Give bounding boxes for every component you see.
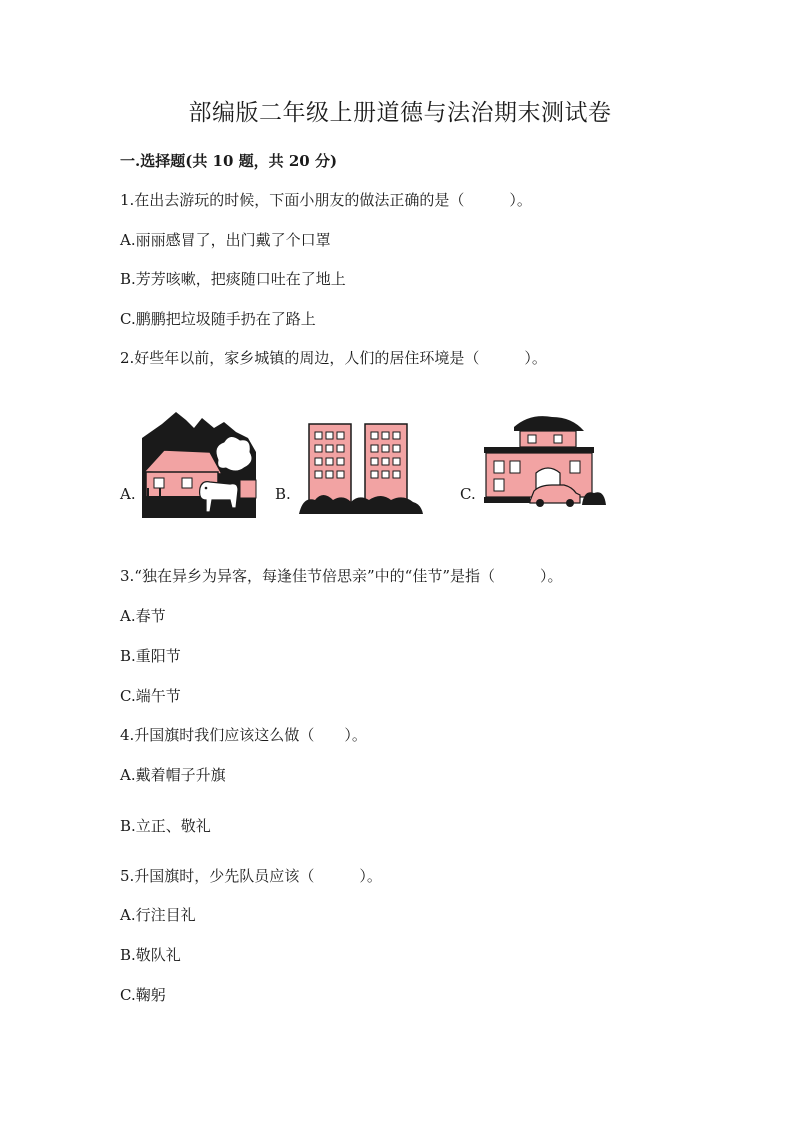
question-1-stem: 1.在出去游玩的时候，下面小朋友的做法正确的是（ ）。 [120,191,532,209]
question-5-option-a[interactable]: A.行注目礼 [120,906,196,924]
question-2-option-a[interactable] [120,405,265,520]
villa-icon [480,413,610,508]
page-title: 部编版二年级上册道德与法治期末测试卷 [188,100,612,126]
question-4-option-a[interactable]: A.戴着帽子升旗 [120,766,226,784]
option-c-label: C. [460,485,476,503]
question-1-option-c[interactable]: C.鹏鹏把垃圾随手扔在了路上 [120,310,316,328]
high-rise-buildings-icon [295,420,425,515]
question-3-option-b[interactable]: B.重阳节 [120,647,181,665]
question-3-option-a[interactable]: A.春节 [120,607,166,625]
question-2-stem: 2.好些年以前，家乡城镇的周边，人们的居住环境是（ ）。 [120,349,547,367]
option-a-label: A. [120,485,136,503]
question-2-option-b[interactable] [275,405,425,520]
section-heading: 一.选择题(共 10 题，共 20 分) [120,152,338,170]
rural-house-icon [140,408,260,518]
question-3-stem: 3.“独在异乡为异客，每逢佳节倍思亲”中的“佳节”是指（ ）。 [120,567,563,585]
question-2-option-c[interactable] [460,405,630,520]
question-5-option-c[interactable]: C.鞠躬 [120,986,166,1004]
question-3-option-c[interactable]: C.端午节 [120,687,181,705]
question-5-stem: 5.升国旗时，少先队员应该（ ）。 [120,867,382,885]
question-2-picture-options [120,405,640,520]
question-1-option-a[interactable]: A.丽丽感冒了，出门戴了个口罩 [120,231,331,249]
option-b-label: B. [275,485,291,503]
question-4-stem: 4.升国旗时我们应该这么做（ ）。 [120,726,367,744]
question-1-option-b[interactable]: B.芳芳咳嗽，把痰随口吐在了地上 [120,270,346,288]
question-5-option-b[interactable]: B.敬队礼 [120,946,181,964]
question-4-option-b[interactable]: B.立正、敬礼 [120,817,211,835]
